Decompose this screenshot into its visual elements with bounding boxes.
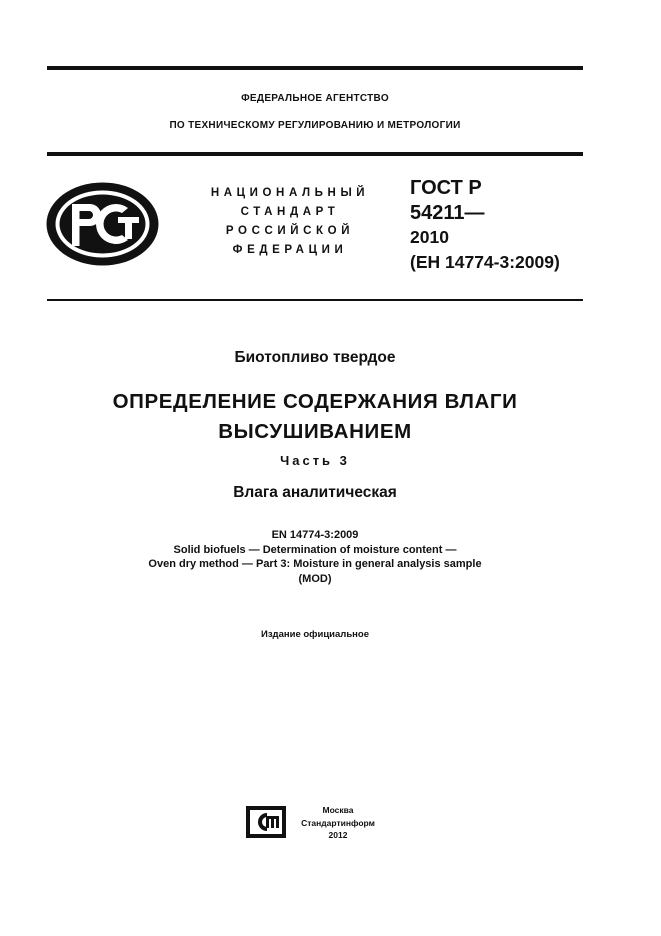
header-rule [47,152,583,156]
edition-note: Издание официальное [261,629,369,640]
top-rule [47,66,583,70]
publisher-city: Москва [322,805,354,815]
english-line-1: EN 14774-3:2009 [271,529,359,541]
document-part: Часть 3 [280,453,350,468]
pct-logo-icon [45,181,160,267]
document-part-title: Влага аналитическая [233,484,397,501]
english-title-block [47,528,583,586]
publisher-name: Стандартинформ [301,817,375,828]
gost-number: 54211— [410,201,485,224]
national-line-2: СТАНДАРТ [240,206,340,218]
national-line-1: НАЦИОНАЛЬНЫЙ [210,187,370,199]
document-title-line-1: ОПРЕДЕЛЕНИЕ СОДЕРЖАНИЯ ВЛАГИ [112,390,518,413]
national-standard-block [195,184,385,260]
agency-line-2: ПО ТЕХНИЧЕСКОМУ РЕГУЛИРОВАНИЮ И МЕТРОЛОГИИ [169,120,461,131]
gost-designation [410,176,560,274]
gost-prefix: ГОСТ Р [410,177,482,199]
standartinform-logo-icon [246,806,286,838]
gost-en-reference: (ЕН 14774-3:2009) [410,251,560,272]
gost-year: 2010 [410,227,449,247]
publisher-year: 2012 [328,830,348,840]
block-rule [47,299,583,301]
english-line-2: Solid biofuels — Determination of moisture content — [173,543,457,556]
english-line-3: Oven dry method — Part 3: Moisture in general analysis sample [148,558,482,570]
document-title-line-2: ВЫСУШИВАНИЕМ [218,420,412,443]
national-line-4: ФЕДЕРАЦИИ [232,244,348,256]
agency-line-1: ФЕДЕРАЛЬНОЕ АГЕНТСТВО [241,93,389,104]
document-subtitle: Биотопливо твердое [234,349,396,366]
publisher-block [290,804,386,842]
english-line-4: (MOD) [298,572,332,585]
national-line-3: РОССИЙСКОЙ [225,225,355,237]
